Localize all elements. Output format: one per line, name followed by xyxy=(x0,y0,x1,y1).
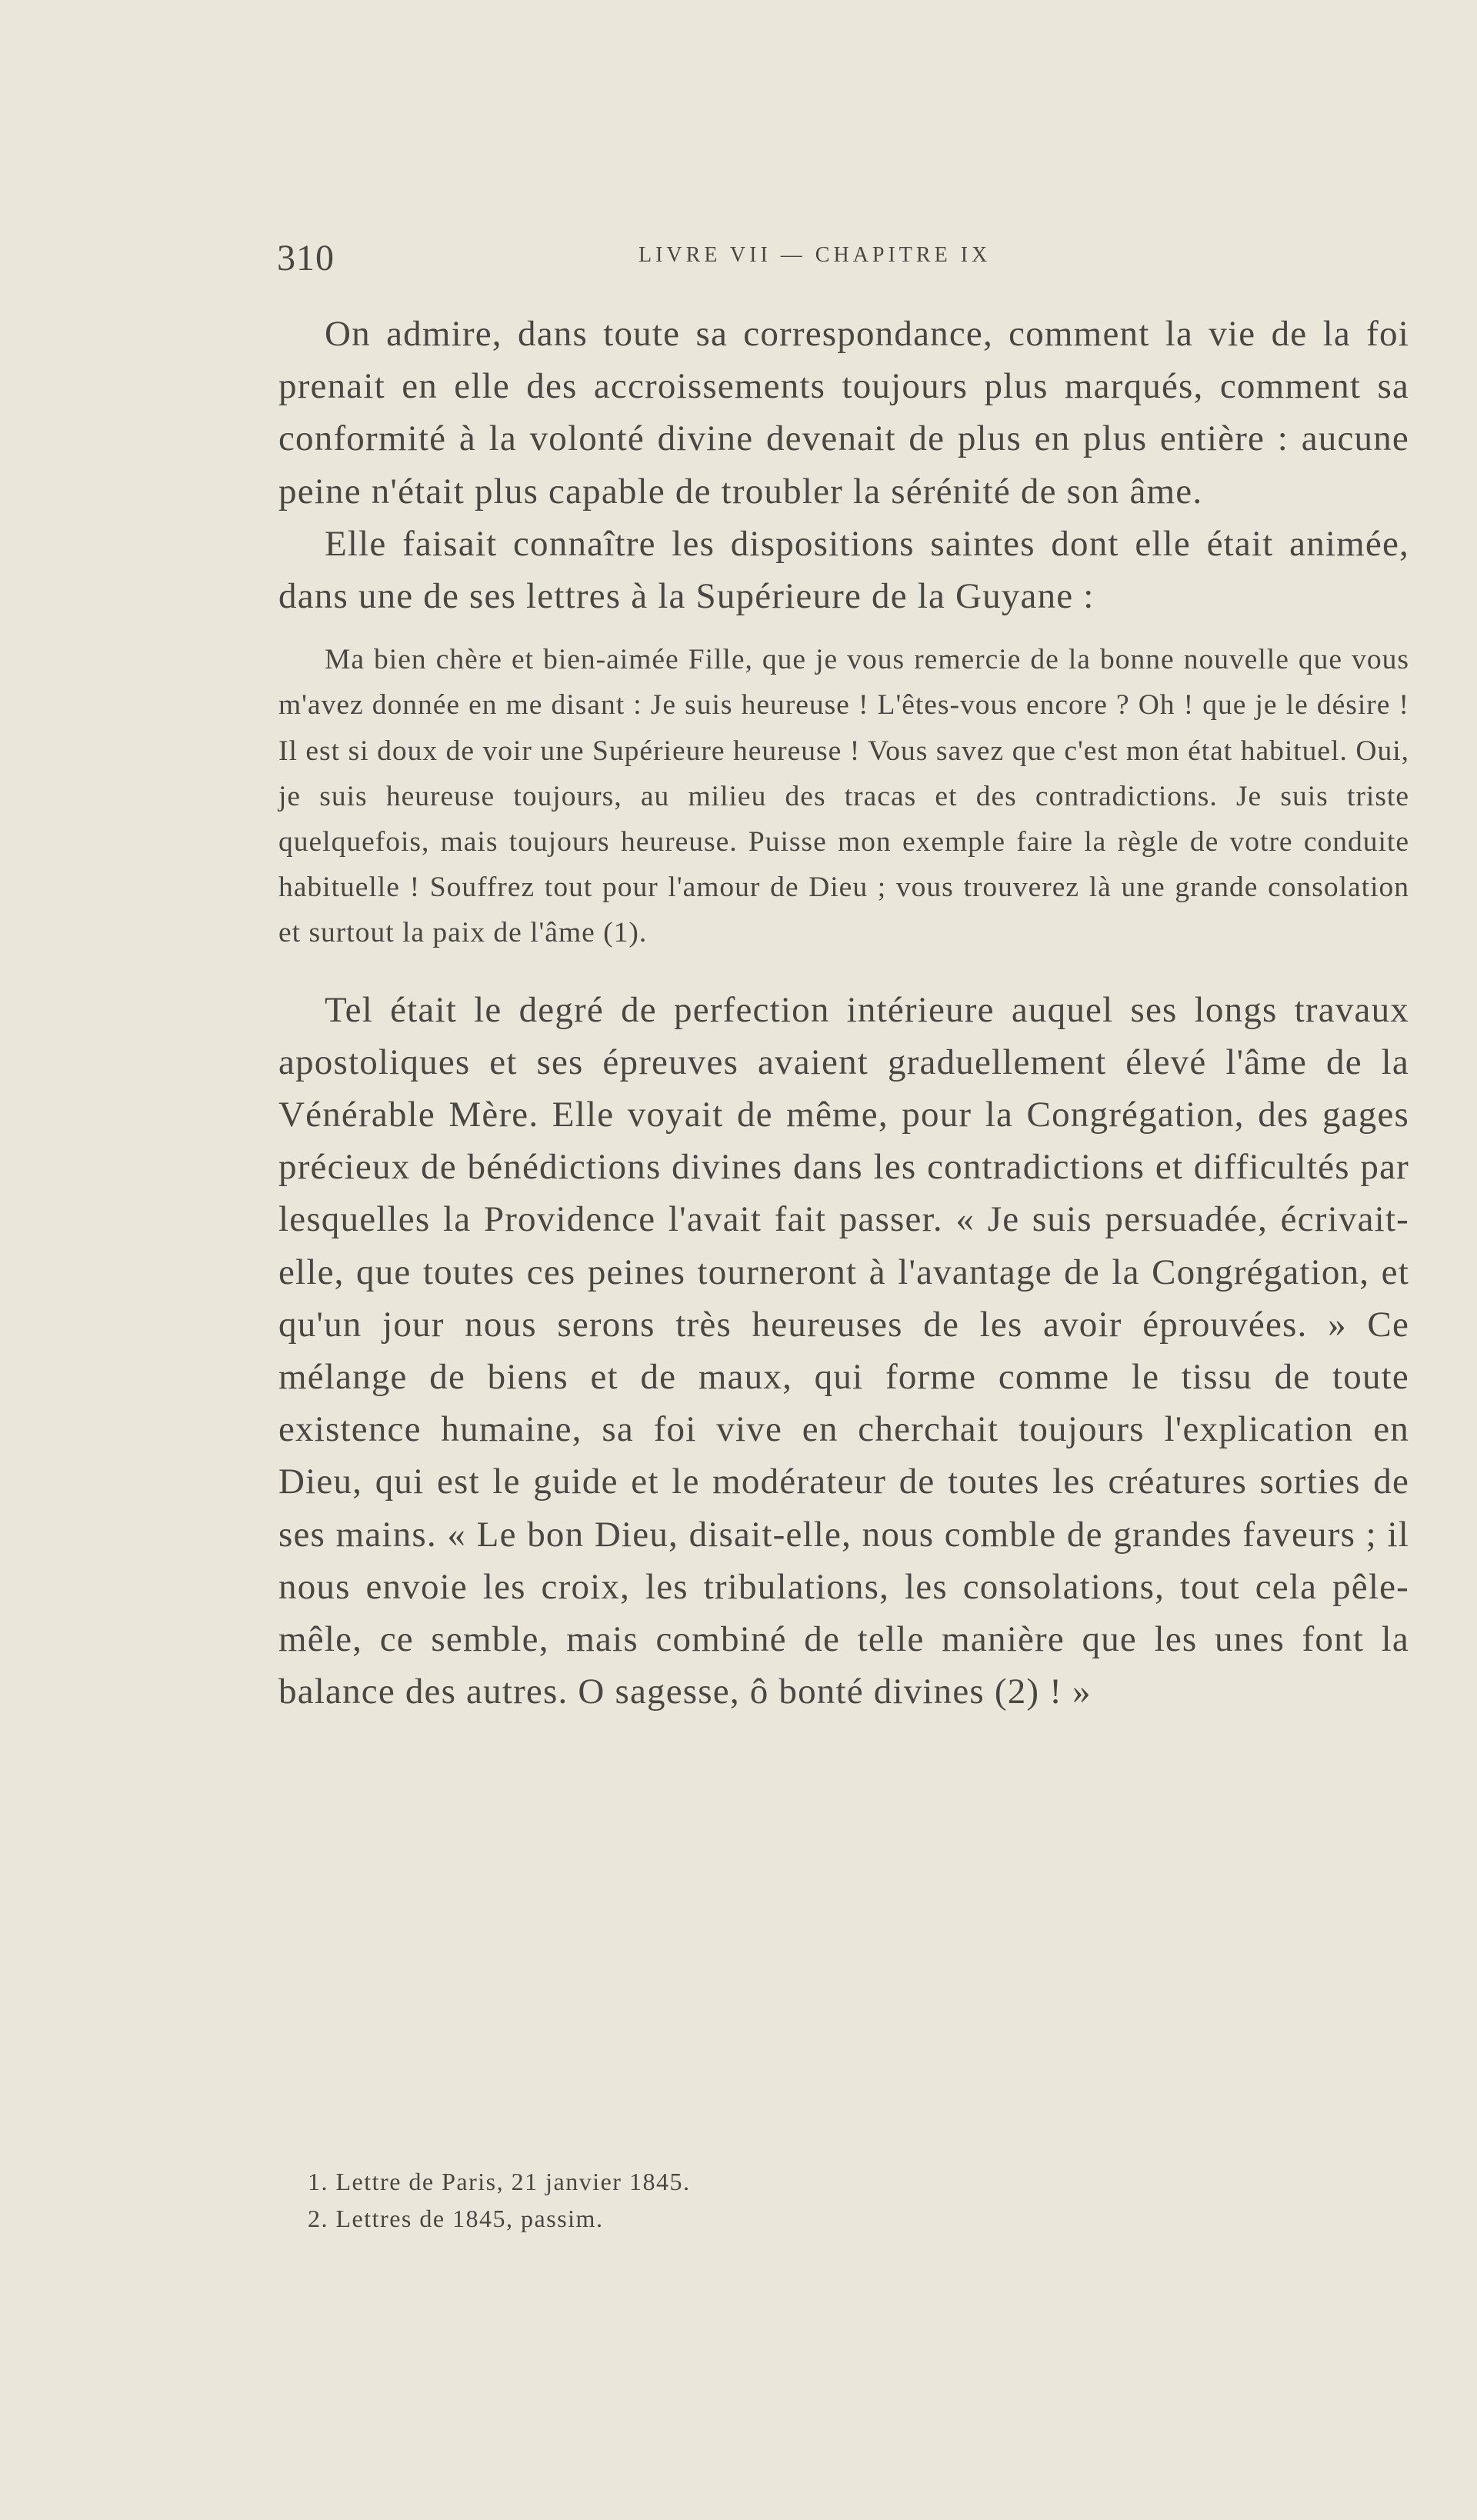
running-head: LIVRE VII — CHAPITRE IX xyxy=(638,243,992,267)
footnote: 1. Lettre de Paris, 21 janvier 1845. xyxy=(308,2168,691,2195)
footnote: 2. Lettres de 1845, passim. xyxy=(308,2205,604,2232)
paragraph: On admire, dans toute sa correspondance, comment la vie de la foi prenait en elle des accroissements toujours plus marqués, comment sa conformité à la volonté divine devenait de plus en plus entière : aucune peine n'était plus capable de troubler la sérénité de son âme. xyxy=(278,314,1409,512)
page-number: 310 xyxy=(277,238,335,278)
letter-quotation: Ma bien chère et bien-aimée Fille, que je vous remercie de la bonne nouvelle que vous m'avez donnée en me disant : Je suis heureuse ! L'êtes-vous encore ? Oh ! que je le désire ! Il est si doux de voir une Supérieure heureuse ! Vous savez que c'est mon état habituel. Oui, je suis heureuse toujours, au milieu des tracas et des contradictions. Je suis triste quelquefois, mais toujours heureuse. Puisse mon exemple faire la règle de votre conduite habituelle ! Souffrez tout pour l'amour de Dieu ; vous trouverez là une grande consolation et surtout la paix de l'âme (1). xyxy=(278,644,1409,949)
page-header xyxy=(277,237,1411,283)
paragraph: Elle faisait connaître les dispositions saintes dont elle était animée, dans une de ses lettres à la Supérieure de la Guyane : xyxy=(278,523,1409,617)
paragraph: Tel était le degré de perfection intérieure auquel ses longs travaux apostoliques et ses épreuves avaient graduellement élevé l'âme de la Vénérable Mère. Elle voyait de même, pour la Congrégation, des gages précieux de bénédictions divines dans les contradictions et difficultés par lesquelles la Providence l'avait fait passer. « Je suis persuadée, écrivait-elle, que toutes ces peines tourneront à l'avantage de la Congrégation, et qu'un jour nous serons très heureuses de les avoir éprouvées. » Ce mélange de biens et de maux, qui forme comme le tissu de toute existence humaine, sa foi vive en cherchait toujours l'explication en Dieu, qui est le guide et le modérateur de toutes les créatures sorties de ses mains. « Le bon Dieu, disait-elle, nous comble de grandes faveurs ; il nous envoie les croix, les tribulations, les consolations, tout cela pêle-mêle, ce semble, mais combiné de telle manière que les unes font la balance des autres. O sagesse, ô bonté divines (2) ! » xyxy=(278,989,1409,1712)
footnotes xyxy=(308,2163,1385,2237)
body-text xyxy=(278,308,1409,1718)
